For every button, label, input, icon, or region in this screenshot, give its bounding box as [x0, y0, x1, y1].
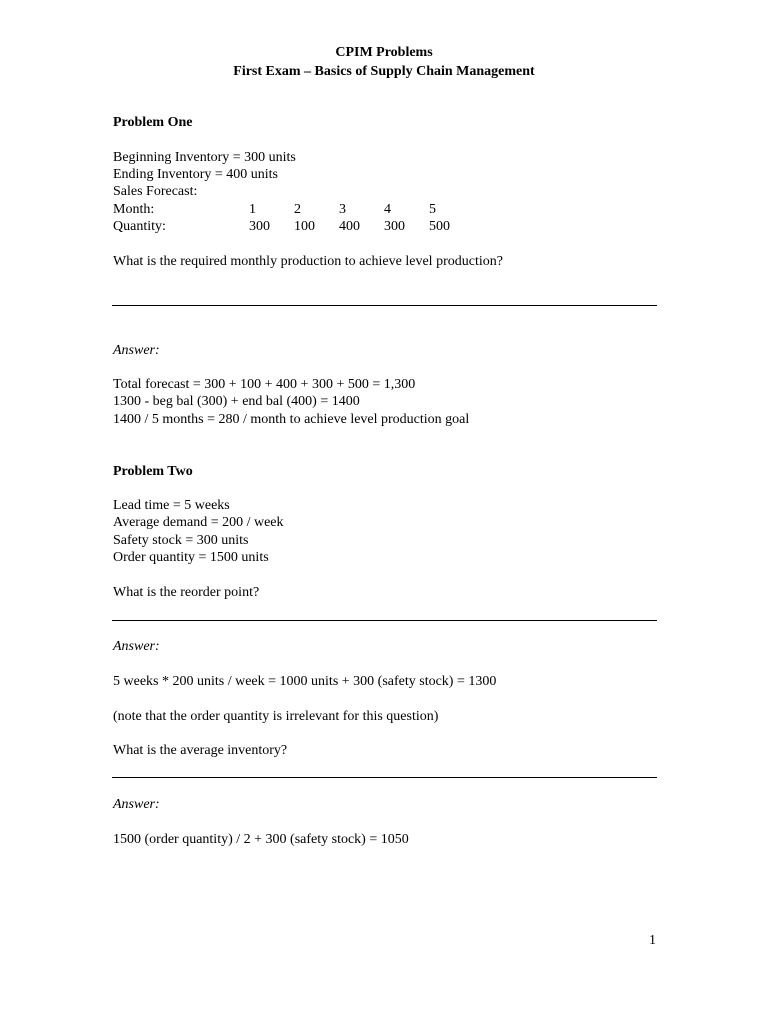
beginning-inventory-line: Beginning Inventory = 300 units	[113, 150, 296, 165]
sales-forecast-line: Sales Forecast:	[113, 184, 198, 199]
problem-one-heading: Problem One	[113, 115, 193, 130]
reorder-point-question: What is the reorder point?	[113, 585, 260, 600]
document-title: CPIM Problems	[335, 45, 433, 60]
problem-one-question: What is the required monthly production to achieve level production?	[113, 254, 503, 269]
average-inventory-answer: 1500 (order quantity) / 2 + 300 (safety stock) = 1050	[113, 832, 409, 847]
quantity-cell: 300	[384, 219, 405, 234]
average-inventory-question: What is the average inventory?	[113, 743, 288, 758]
quantity-label: Quantity:	[113, 219, 166, 234]
problem-one-answer-label: Answer:	[113, 343, 160, 358]
quantity-cell: 500	[429, 219, 450, 234]
safety-stock-line: Safety stock = 300 units	[113, 533, 249, 548]
answer-divider	[112, 620, 657, 621]
document-subtitle: First Exam – Basics of Supply Chain Management	[233, 64, 535, 79]
order-quantity-note: (note that the order quantity is irrelevant for this question)	[113, 709, 439, 724]
answer-divider	[112, 777, 657, 778]
month-cell: 2	[294, 202, 301, 217]
quantity-cell: 100	[294, 219, 315, 234]
ending-inventory-line: Ending Inventory = 400 units	[113, 167, 278, 182]
month-cell: 4	[384, 202, 391, 217]
page-number: 1	[649, 933, 656, 948]
month-cell: 1	[249, 202, 256, 217]
problem-two-heading: Problem Two	[113, 464, 193, 479]
order-quantity-line: Order quantity = 1500 units	[113, 550, 269, 565]
average-demand-line: Average demand = 200 / week	[113, 515, 284, 530]
month-cell: 5	[429, 202, 436, 217]
quantity-cell: 300	[249, 219, 270, 234]
answer-divider	[112, 305, 657, 306]
answer-line: Total forecast = 300 + 100 + 400 + 300 + 500 = 1,300	[113, 377, 416, 392]
answer-line: 1300 - beg bal (300) + end bal (400) = 1400	[113, 394, 360, 409]
reorder-answer: 5 weeks * 200 units / week = 1000 units + 300 (safety stock) = 1300	[113, 674, 497, 689]
month-label: Month:	[113, 202, 155, 217]
month-cell: 3	[339, 202, 346, 217]
reorder-answer-label: Answer:	[113, 639, 160, 654]
quantity-cell: 400	[339, 219, 360, 234]
answer-line: 1400 / 5 months = 280 / month to achieve level production goal	[113, 412, 470, 427]
average-inventory-answer-label: Answer:	[113, 797, 160, 812]
lead-time-line: Lead time = 5 weeks	[113, 498, 230, 513]
